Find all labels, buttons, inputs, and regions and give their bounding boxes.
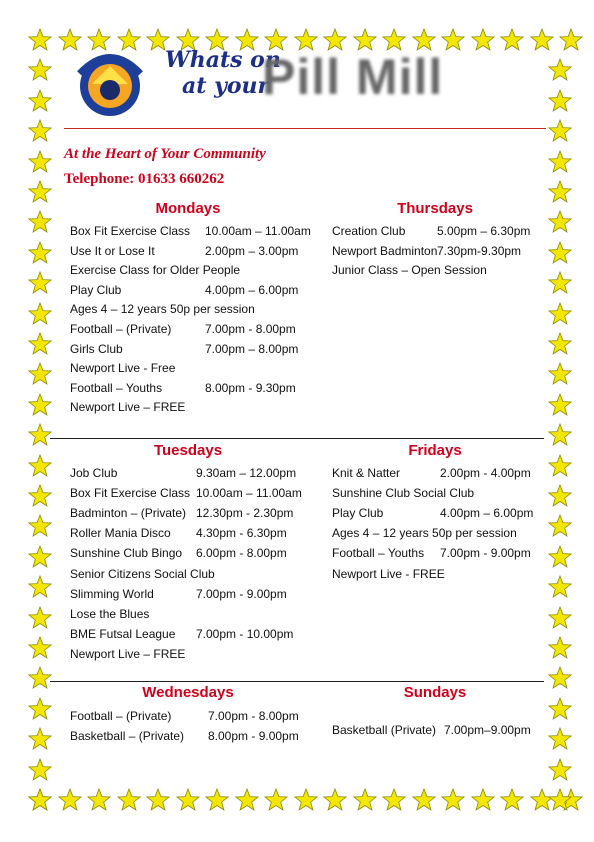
star-icon [28, 727, 52, 751]
tagline-line1: Whats on [165, 47, 281, 73]
schedule-row [332, 224, 531, 238]
activity-time: 7.00pm–9.00pm [444, 723, 531, 737]
schedule-row [332, 466, 531, 480]
activity-name: Football – (Private) [70, 322, 172, 336]
divider [50, 438, 544, 439]
star-icon [28, 89, 52, 113]
star-icon [28, 241, 52, 265]
star-icon [28, 545, 52, 569]
star-icon [205, 788, 229, 812]
activity-name: Football – Youths [70, 380, 163, 395]
schedule-row [70, 341, 299, 356]
star-icon [548, 332, 572, 356]
star-icon [28, 606, 52, 630]
star-icon [548, 514, 572, 538]
activity-name: Slimming World [70, 586, 154, 601]
star-icon [28, 119, 52, 143]
activity-name: Roller Mania Disco [70, 526, 171, 541]
star-icon [548, 150, 572, 174]
star-icon [548, 575, 572, 599]
star-icon [28, 150, 52, 174]
star-icon [548, 180, 572, 204]
tagline-line2: at your [182, 73, 270, 99]
activity-name: Basketball (Private) [332, 723, 437, 737]
star-icon [548, 606, 572, 630]
schedule-row [70, 567, 215, 581]
schedule-row [70, 486, 302, 501]
schedule-row [332, 486, 474, 500]
star-icon [117, 788, 141, 812]
star-icon [500, 788, 524, 812]
star-icon [530, 28, 554, 52]
star-icon [87, 788, 111, 812]
activity-time: 5.00pm – 6.30pm [437, 224, 531, 238]
schedule-row [70, 526, 287, 541]
star-icon [28, 636, 52, 660]
header-rule [64, 128, 546, 129]
telephone: Telephone: 01633 660262 [64, 171, 225, 187]
activity-name: Football – (Private) [70, 709, 172, 723]
schedule-row [70, 506, 294, 521]
heading-sundays: Sundays [403, 684, 467, 701]
activity-name: Newport Badminton [332, 243, 438, 258]
star-icon [548, 362, 572, 386]
star-icon [28, 393, 52, 417]
activity-time: 7.30pm-9.30pm [437, 243, 522, 258]
activity-name: Job Club [70, 466, 118, 480]
activity-name: Use It or Lose It [70, 243, 155, 258]
activity-time: 6.00pm - 8.00pm [196, 546, 287, 561]
star-icon [548, 545, 572, 569]
star-icon [28, 423, 52, 447]
activity-time: 2.00pm - 4.00pm [440, 466, 531, 480]
star-icon [28, 454, 52, 478]
schedule-row [332, 567, 445, 581]
activity-name: Basketball – (Private) [70, 729, 185, 743]
activity-time: 7.00pm – 8.00pm [205, 341, 299, 356]
activity-time: 4.00pm – 6.00pm [440, 506, 534, 521]
activity-name: Junior Class – Open Session [332, 263, 487, 278]
schedule-row [70, 282, 299, 297]
star-icon [548, 636, 572, 660]
star-icon [548, 727, 572, 751]
schedule-row [70, 400, 185, 414]
star-icon [412, 788, 436, 812]
activity-time: 7.00pm - 8.00pm [205, 322, 296, 336]
activity-name: Girls Club [70, 341, 123, 356]
schedule-row [332, 506, 534, 521]
activity-time: 10.00am – 11.00am [196, 486, 302, 501]
star-icon [548, 271, 572, 295]
star-icon [548, 58, 572, 82]
star-icon [548, 89, 572, 113]
star-icon [548, 758, 572, 782]
star-icon [28, 362, 52, 386]
schedule-row [70, 302, 255, 316]
star-icon [548, 697, 572, 721]
star-icon [559, 28, 583, 52]
star-icon [548, 393, 572, 417]
activity-time: 12.30pm - 2.30pm [196, 506, 294, 521]
activity-time: 4.30pm - 6.30pm [196, 526, 287, 541]
activity-name: BME Futsal League [70, 626, 176, 641]
activity-name: Box Fit Exercise Class [70, 224, 191, 238]
star-icon [28, 697, 52, 721]
schedule-row [70, 466, 297, 480]
activity-name: Newport Live - FREE [332, 566, 445, 581]
schedule-row [70, 263, 240, 277]
star-icon [176, 788, 200, 812]
schedule-row [332, 546, 531, 561]
heading-fridays: Fridays [408, 442, 462, 459]
star-icon [548, 241, 572, 265]
schedule-row [70, 243, 299, 258]
activity-time: 9.30am – 12.00pm [196, 466, 297, 480]
star-icon [146, 788, 170, 812]
activity-time: 8.00pm - 9.00pm [208, 729, 299, 743]
activity-name: Newport Live – FREE [70, 646, 186, 661]
schedule-row [332, 723, 531, 737]
schedule-row [70, 361, 175, 375]
activity-name: Ages 4 – 12 years 50p per session [332, 526, 517, 541]
activity-name: Newport Live – FREE [70, 400, 186, 415]
star-icon [548, 210, 572, 234]
activity-name: Senior Citizens Social Club [70, 566, 215, 581]
activity-time: 7.00pm - 10.00pm [196, 626, 294, 641]
activity-time: 7.00pm - 9.00pm [440, 546, 531, 561]
star-icon [548, 484, 572, 508]
activity-time: 4.00pm – 6.00pm [205, 282, 299, 297]
schedule-row [70, 607, 149, 621]
star-icon [548, 119, 572, 143]
heading-mondays: Mondays [155, 200, 221, 217]
schedule-row [70, 546, 287, 561]
star-icon [441, 788, 465, 812]
star-icon [28, 28, 52, 52]
star-icon [382, 788, 406, 812]
star-icon [441, 28, 465, 52]
star-icon [28, 302, 52, 326]
star-icon [28, 484, 52, 508]
star-icon [28, 514, 52, 538]
schedule-row [70, 322, 296, 336]
heading-tuesdays: Tuesdays [153, 442, 223, 459]
star-icon [323, 788, 347, 812]
star-icon [28, 758, 52, 782]
activity-name: Lose the Blues [70, 606, 150, 621]
star-icon [548, 454, 572, 478]
star-icon [28, 575, 52, 599]
activity-name: Exercise Class for Older People [70, 263, 241, 278]
star-icon [500, 28, 524, 52]
activity-time: 10.00am – 11.00am [205, 224, 311, 238]
star-icon [471, 788, 495, 812]
motto: At the Heart of Your Community [64, 146, 266, 162]
activity-name: Knit & Natter [332, 466, 401, 480]
star-icon [294, 788, 318, 812]
star-icon [28, 666, 52, 690]
schedule-row [70, 224, 311, 238]
activity-time: 7.00pm - 9.00pm [196, 586, 287, 601]
star-icon [58, 788, 82, 812]
star-icon [548, 302, 572, 326]
star-icon [235, 788, 259, 812]
schedule-row [70, 626, 294, 641]
centre-logo [62, 44, 162, 124]
activity-name: Newport Live - Free [70, 361, 176, 376]
star-icon [548, 423, 572, 447]
schedule-row [70, 709, 299, 723]
activity-name: Badminton – (Private) [70, 506, 187, 521]
star-icon [471, 28, 495, 52]
schedule-row [332, 243, 522, 258]
star-icon [548, 788, 572, 812]
activity-name: Sunshine Club Social Club [332, 486, 475, 501]
heading-thursdays: Thursdays [397, 200, 473, 217]
schedule-row [332, 263, 487, 277]
star-icon [28, 210, 52, 234]
star-icon [28, 271, 52, 295]
activity-time: 7.00pm - 8.00pm [208, 709, 299, 723]
schedule-row [70, 586, 287, 601]
heading-wednesdays: Wednesdays [142, 684, 234, 701]
schedule-row [70, 729, 299, 743]
activity-name: Play Club [332, 506, 384, 521]
activity-name: Sunshine Club Bingo [70, 546, 183, 561]
star-icon [28, 58, 52, 82]
star-icon [264, 788, 288, 812]
activity-name: Football – Youths [332, 546, 425, 561]
schedule-row [70, 647, 185, 661]
star-icon [28, 332, 52, 356]
schedule-row [70, 380, 296, 395]
star-icon [28, 788, 52, 812]
schedule-row [332, 526, 517, 540]
activity-name: Box Fit Exercise Class [70, 486, 191, 501]
activity-name: Creation Club [332, 224, 406, 238]
divider [50, 681, 544, 682]
activity-time: 8.00pm - 9.30pm [205, 380, 296, 395]
activity-name: Play Club [70, 282, 122, 297]
star-icon [28, 180, 52, 204]
brand-title: Pill Mill [262, 49, 444, 105]
activity-time: 2.00pm – 3.00pm [205, 243, 299, 258]
star-icon [353, 788, 377, 812]
star-icon [548, 666, 572, 690]
activity-name: Ages 4 – 12 years 50p per session [70, 302, 255, 317]
